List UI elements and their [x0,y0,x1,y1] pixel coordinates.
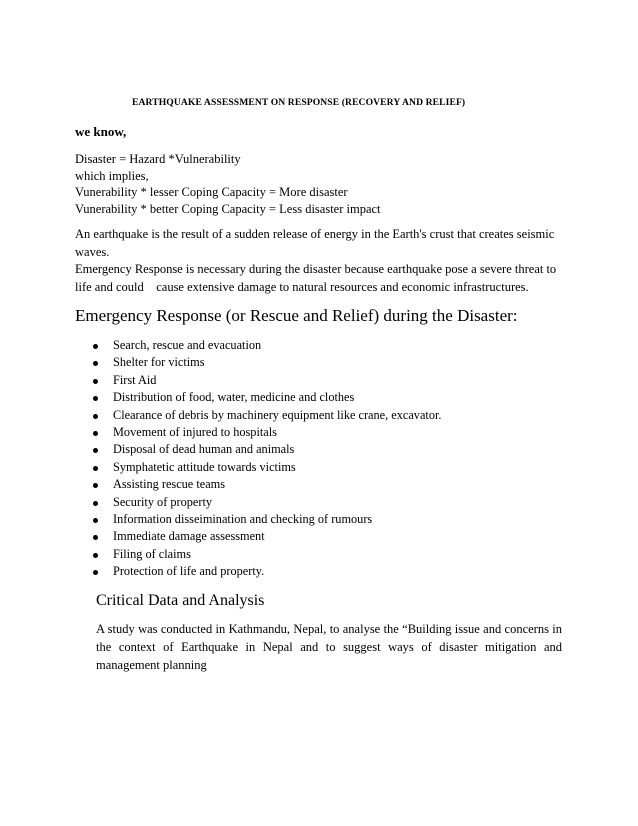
intro-paragraphs [75,226,565,296]
intro-heading: we know, [75,124,127,139]
formula-line: Disaster = Hazard *Vulnerability [75,152,241,166]
list-item: Protection of life and property. [90,563,441,580]
list-item: First Aid [90,372,441,389]
emergency-response-paragraph: Emergency Response is necessary during the disaster because earthquake pose a severe threat to life and could cause extensive damage to natural resources and economic infrastructures. [75,262,560,294]
list-item: Search, rescue and evacuation [90,337,441,354]
formula-block [75,151,381,218]
response-list [90,337,441,580]
formula-line: Vunerability * better Coping Capacity = Less disaster impact [75,202,381,217]
list-item: Disposal of dead human and animals [90,441,441,458]
list-item: Movement of injured to hospitals [90,424,441,441]
list-item: Security of property [90,494,441,511]
list-item: Shelter for victims [90,354,441,371]
list-item: Distribution of food, water, medicine and clothes [90,389,441,406]
document-title: EARTHQUAKE ASSESSMENT ON RESPONSE (RECOVERY AND RELIEF) [132,97,466,108]
list-item: Clearance of debris by machinery equipment like crane, excavator. [90,407,441,424]
list-item: Immediate damage assessment [90,528,441,545]
formula-line: Vunerability * lesser Coping Capacity = More disaster [75,185,348,200]
list-item: Information disseimination and checking of rumours [90,511,441,528]
subsection-heading: Critical Data and Analysis [96,592,265,609]
study-paragraph: A study was conducted in Kathmandu, Nepal, to analyse the “Building issue and concerns in the context of Earthquake in Nepal and to suggest ways of disaster mitigation and management planning [96,622,562,672]
formula-line: which implies, [75,168,149,183]
section-heading: Emergency Response (or Rescue and Relief) during the Disaster: [75,306,518,325]
list-item: Symphatetic attitude towards victims [90,459,441,476]
list-item: Filing of claims [90,546,441,563]
list-item: Assisting rescue teams [90,476,441,493]
earthquake-definition: An earthquake is the result of a sudden release of energy in the Earth's crust that creates seismic waves. [75,227,555,259]
